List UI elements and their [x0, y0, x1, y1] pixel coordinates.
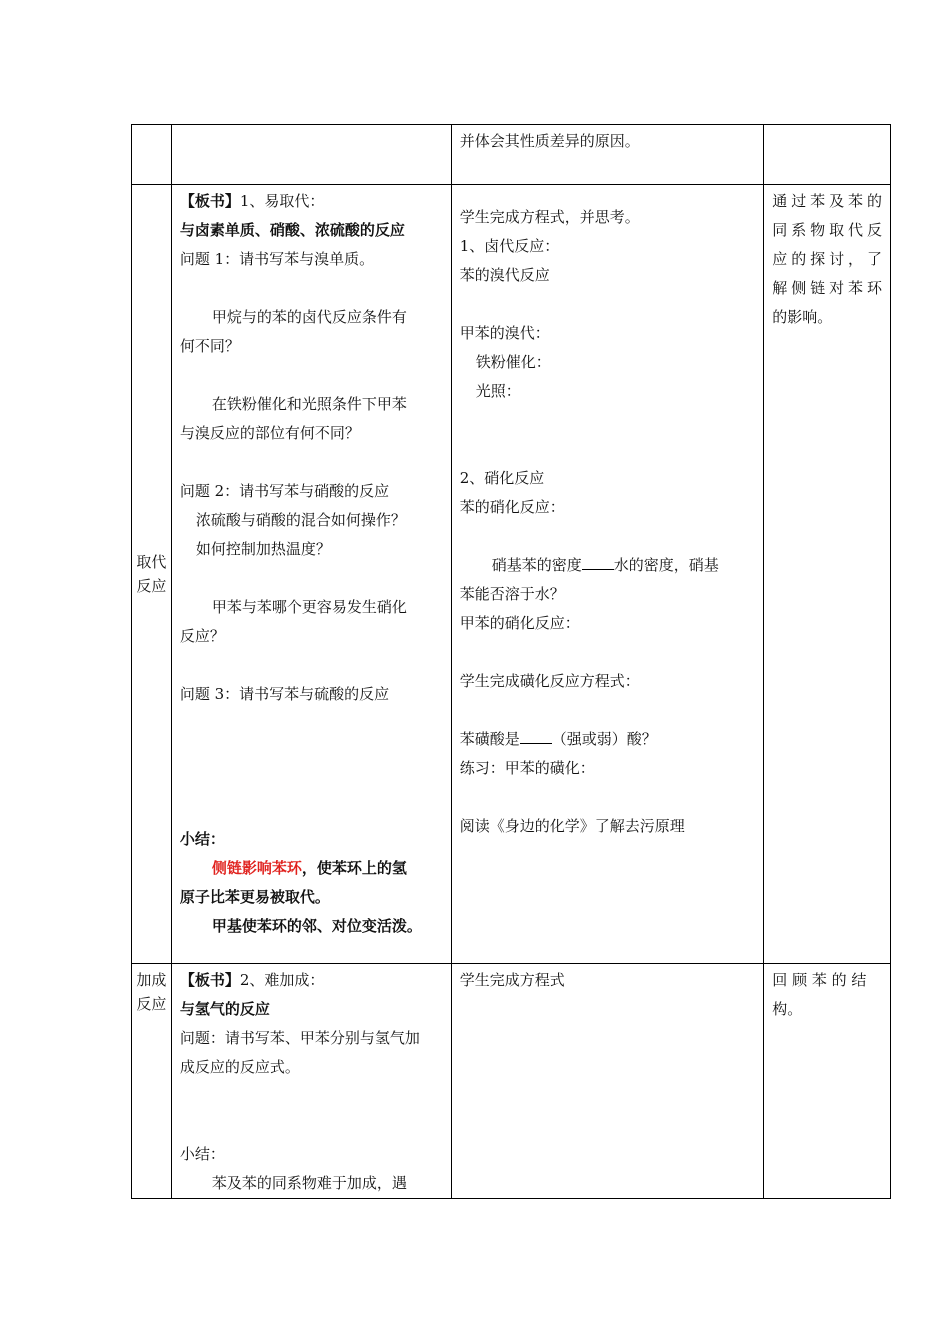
stage-label: 取代 — [136, 553, 167, 571]
question: 甲烷与的苯的卤代反应条件有 — [211, 308, 407, 326]
stage-cell — [132, 964, 172, 1199]
design-intent-cell — [764, 964, 891, 1199]
student-text: 铁粉催化： — [475, 353, 551, 371]
student-text: 光照： — [475, 382, 521, 400]
table-row — [132, 125, 891, 185]
design-intent-cell — [764, 185, 891, 964]
student-activity-cell — [451, 964, 764, 1199]
question: 反应？ — [179, 627, 225, 645]
question: 与溴反应的部位有何不同？ — [179, 424, 360, 442]
table-row — [132, 964, 891, 1199]
board-subtitle: 与卤素单质、硝酸、浓硫酸的反应 — [179, 221, 405, 239]
question: 问题：请书写苯、甲苯分别与氢气加 — [179, 1029, 420, 1047]
summary-text: 甲基使苯环的邻、对位变活泼。 — [211, 917, 422, 935]
student-text: 苯的硝化反应： — [459, 498, 565, 516]
summary-label: 小结： — [179, 830, 225, 848]
student-text: 并体会其性质差异的原因。 — [459, 132, 640, 150]
stage-cell — [132, 125, 172, 185]
summary-text: 侧链影响苯环，使苯环上的氢 — [211, 859, 407, 877]
board-heading: 【板书】1、易取代： — [179, 192, 325, 210]
student-text: 练习：甲苯的磺化： — [459, 759, 595, 777]
intent-text: 通过苯及苯的 — [772, 192, 882, 210]
table-row — [132, 185, 891, 964]
student-text: 阅读《身边的化学》了解去污原理 — [459, 817, 685, 835]
teacher-activity-cell — [171, 185, 451, 964]
student-text: 苯能否溶于水？ — [459, 585, 565, 603]
question: 甲苯与苯哪个更容易发生硝化 — [211, 598, 407, 616]
intent-text: 解侧链对苯环 — [772, 279, 882, 297]
intent-text: 回 顾 苯 的 结 — [772, 971, 867, 989]
student-text: 苯的溴代反应 — [459, 266, 550, 284]
fill-blank — [582, 553, 614, 570]
student-text: 硝基苯的密度 水的密度，硝基 — [460, 551, 756, 580]
student-activity-cell — [451, 125, 764, 185]
student-text: 学生完成方程式 — [459, 971, 565, 989]
summary-text: 苯及苯的同系物难于加成，遇 — [211, 1174, 407, 1192]
student-text: 甲苯的溴代： — [459, 324, 550, 342]
highlight-text: 侧链影响苯环 — [211, 859, 302, 877]
question: 在铁粉催化和光照条件下甲苯 — [211, 395, 407, 413]
student-text: 甲苯的硝化反应： — [459, 614, 580, 632]
stage-label: 加成 — [136, 971, 167, 989]
intent-text: 同系物取代反 — [772, 221, 882, 239]
student-text: 学生完成方程式，并思考。 — [459, 208, 640, 226]
student-text: 2、硝化反应 — [459, 469, 545, 487]
summary-text: 原子比苯更易被取代。 — [179, 888, 330, 906]
intent-text: 应的探讨，了 — [772, 250, 882, 268]
student-text: 1、卤代反应： — [459, 237, 560, 255]
stage-label: 反应 — [136, 995, 167, 1013]
teacher-activity-cell — [171, 125, 451, 185]
question: 何不同？ — [179, 337, 240, 355]
stage-label: 反应 — [136, 577, 167, 595]
question: 浓硫酸与硝酸的混合如何操作？ — [195, 511, 406, 529]
student-text: 学生完成磺化反应方程式： — [459, 672, 640, 690]
intent-text: 构。 — [772, 1000, 803, 1018]
student-text: 苯磺酸是 （强或弱）酸？ — [460, 725, 756, 754]
student-activity-cell — [451, 185, 764, 964]
fill-blank — [520, 727, 552, 744]
lesson-plan-table — [131, 124, 891, 1199]
question: 问题 2：请书写苯与硝酸的反应 — [179, 482, 390, 500]
stage-cell — [132, 185, 172, 964]
question: 问题 3：请书写苯与硫酸的反应 — [179, 685, 390, 703]
design-intent-cell — [764, 125, 891, 185]
intent-text: 的影响。 — [772, 308, 833, 326]
question: 问题 1：请书写苯与溴单质。 — [179, 250, 375, 268]
summary-label: 小结： — [179, 1145, 225, 1163]
board-heading: 【板书】2、难加成： — [179, 971, 325, 989]
question: 成反应的反应式。 — [179, 1058, 300, 1076]
question: 如何控制加热温度？ — [195, 540, 331, 558]
board-subtitle: 与氢气的反应 — [179, 1000, 270, 1018]
teacher-activity-cell — [171, 964, 451, 1199]
